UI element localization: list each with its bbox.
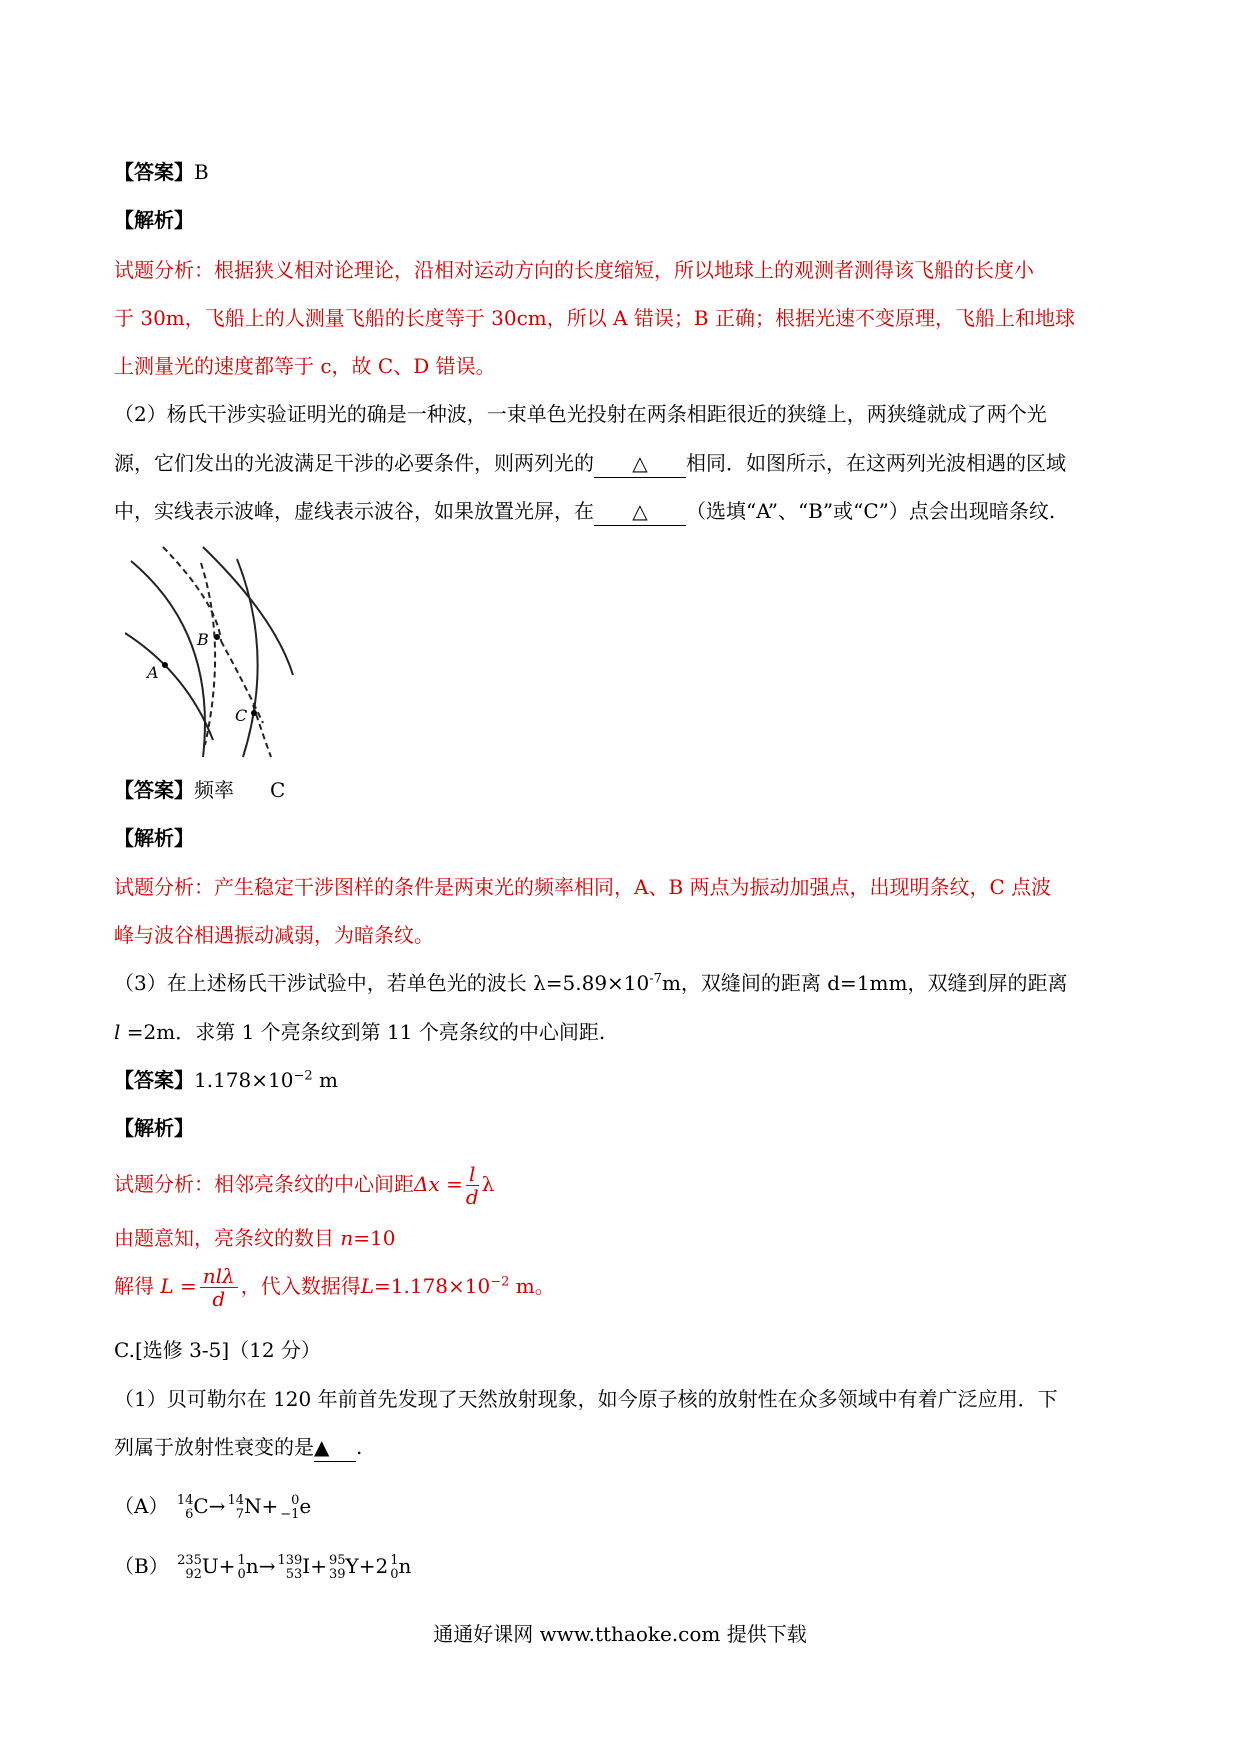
q3-line-2-rest: =2m．求第 1 个亮条纹到第 11 个亮条纹的中心间距.	[120, 1020, 606, 1044]
q1-analysis-line-1: 试题分析：根据狭义相对论理论，沿相对运动方向的长度缩短，所以地球上的观测者测得该飞船的长度小	[114, 258, 1034, 282]
answer-label: 【答案】	[114, 1068, 194, 1092]
answer-value-2: C	[270, 778, 286, 802]
q1-answer	[114, 158, 209, 186]
point-c-label: C	[235, 706, 248, 725]
fraction-denominator: d	[465, 1185, 479, 1209]
q2-line-3b: （选填“A”、“B”或“C”）点会出现暗条纹.	[686, 499, 1056, 523]
mass-number: 235	[177, 1552, 202, 1568]
plus-coefficient: +2	[358, 1554, 389, 1578]
q3-var-l: l	[114, 1020, 121, 1044]
var-L: L	[360, 1274, 374, 1298]
section-c-q1-line-1: （1）贝可勒尔在 120 年前首先发现了天然放射现象，如今原子核的放射性在众多领域中有着广泛应用．下	[114, 1387, 1058, 1411]
nuclide-neutron	[238, 1554, 246, 1582]
formula-lambda: λ	[481, 1172, 495, 1196]
q3-exponent: -7	[649, 971, 662, 987]
atomic-number: 6	[185, 1506, 194, 1522]
crest-line-4	[237, 559, 258, 757]
mass-number: 139	[277, 1552, 303, 1568]
fraction-l-over-d	[466, 1163, 479, 1208]
q2-answer	[114, 776, 285, 804]
crest-line-1	[131, 561, 205, 757]
element-symbol: U	[201, 1554, 219, 1578]
q1-analysis-line-2: 于 30m，飞船上的人测量飞船的长度等于 30cm，所以 A 错误；B 正确；根据光速不变原理，飞船上和地球	[114, 306, 1075, 330]
mass-number: 1	[390, 1552, 399, 1568]
element-symbol: N	[243, 1494, 262, 1518]
atomic-number: 7	[235, 1506, 244, 1522]
reaction-arrow: →	[208, 1494, 226, 1518]
q1-line-2-end: .	[356, 1435, 363, 1459]
fraction-numerator: l	[466, 1163, 479, 1186]
var-n: n	[340, 1226, 354, 1250]
formula-lhs: L =	[160, 1274, 197, 1298]
atomic-number: 0	[237, 1566, 246, 1582]
answer-unit: m	[312, 1068, 338, 1092]
element-symbol: e	[299, 1494, 312, 1518]
atomic-number: −1	[280, 1506, 300, 1522]
option-b-label: （B）	[114, 1554, 169, 1578]
solution-mid-text: ，代入数据得	[240, 1274, 361, 1298]
q2-analysis-line-2: 峰与波谷相遇振动减弱，为暗条纹。	[114, 923, 434, 947]
answer-label: 【答案】	[114, 778, 194, 802]
q3-line-1a: （3）在上述杨氏干涉试验中，若单色光的波长 λ=5.89×10	[114, 971, 650, 995]
fraction-nl-lambda-over-d	[200, 1265, 238, 1310]
point-a-label: A	[147, 663, 159, 682]
mass-number: 14	[227, 1492, 244, 1508]
formula-lhs: Δx =	[414, 1172, 463, 1196]
nuclide-n14	[227, 1494, 244, 1522]
q1-analysis-line-3: 上测量光的速度都等于 c，故 C、D 错误。	[114, 354, 496, 378]
nuclide-c14	[177, 1494, 194, 1522]
q3-solution-line-3	[114, 1260, 555, 1312]
element-symbol: n	[245, 1554, 259, 1578]
value-n: =10	[353, 1226, 396, 1250]
q2-line-3	[114, 497, 1055, 526]
q1-analysis-label: 【解析】	[114, 208, 194, 232]
section-c-q1-line-2	[114, 1433, 362, 1462]
answer-value: B	[194, 160, 209, 184]
answer-value: 1.178×10	[194, 1068, 294, 1092]
option-a-label: （A）	[114, 1494, 169, 1518]
q2-line-3a: 中，实线表示波峰，虚线表示波谷，如果放置光屏，在	[114, 499, 594, 523]
q3-solution-line-1	[114, 1158, 494, 1210]
fraction-numerator: nlλ	[200, 1265, 238, 1288]
mass-number: 14	[176, 1492, 194, 1508]
nuclide-i139	[277, 1554, 302, 1582]
value-L-exponent: −2	[490, 1274, 510, 1290]
point-b-dot	[214, 634, 220, 640]
mass-number: 95	[328, 1552, 346, 1568]
q2-analysis-line-1: 试题分析：产生稳定干涉图样的条件是两束光的频率相同，A、B 两点为振动加强点，出现明条纹，C 点波	[114, 875, 1052, 899]
value-L: =1.178×10	[374, 1274, 491, 1298]
point-c-dot	[251, 710, 257, 716]
q3-line-1b: m，双缝间的距离 d=1mm，双缝到屏的距离	[661, 971, 1068, 995]
q3-analysis-label: 【解析】	[114, 1116, 194, 1140]
element-symbol: C	[193, 1494, 209, 1518]
reaction-arrow: →	[258, 1554, 276, 1578]
mass-number: 1	[237, 1552, 246, 1568]
solution-text: 试题分析：相邻亮条纹的中心间距	[114, 1172, 414, 1196]
option-b	[114, 1548, 411, 1584]
element-symbol: n	[398, 1554, 412, 1578]
crest-line-2	[125, 633, 213, 740]
q3-solution-line-2	[114, 1224, 395, 1252]
q2-line-2	[114, 449, 1066, 478]
trough-line-1	[163, 547, 221, 641]
atomic-number: 53	[285, 1566, 303, 1582]
answer-label: 【答案】	[114, 160, 194, 184]
q2-line-2a: 源，它们发出的光波满足干涉的必要条件，则两列光的	[114, 451, 594, 475]
point-a-dot	[162, 662, 168, 668]
section-c-title: C.[选修 3-5]（12 分）	[114, 1338, 321, 1362]
nuclide-y95	[329, 1554, 346, 1582]
q1-line-2-text: 列属于放射性衰变的是	[114, 1435, 314, 1459]
q2-line-1: （2）杨氏干涉实验证明光的确是一种波，一束单色光投射在两条相距很近的狭缝上，两狭缝就成了两个光	[114, 402, 1047, 426]
option-a	[114, 1488, 311, 1524]
solution-text: 由题意知，亮条纹的数目	[114, 1226, 334, 1250]
value-L-unit: m。	[509, 1274, 555, 1298]
q2-analysis-label: 【解析】	[114, 826, 194, 850]
atomic-number: 0	[390, 1566, 399, 1582]
answer-blank-1: △	[594, 449, 686, 478]
answer-blank: ▲	[314, 1433, 356, 1462]
interference-figure	[125, 545, 305, 760]
plus-sign: +	[261, 1494, 279, 1518]
answer-blank-2: △	[594, 497, 686, 526]
crest-line-3	[203, 547, 293, 675]
plus-sign: +	[310, 1554, 327, 1578]
plus-sign: +	[218, 1554, 236, 1578]
page-footer: 通通好课网 www.tthaoke.com 提供下载	[433, 1622, 807, 1646]
q3-answer	[114, 1066, 338, 1094]
q3-line-1	[114, 969, 1067, 997]
fraction-denominator: d	[212, 1287, 226, 1311]
atomic-number: 39	[328, 1566, 346, 1582]
q3-line-2	[114, 1018, 605, 1046]
mass-number: 0	[291, 1492, 300, 1508]
q2-line-2b: 相同．如图所示，在这两列光波相遇的区域	[686, 451, 1066, 475]
nuclide-electron	[280, 1494, 299, 1522]
element-symbol: Y	[345, 1554, 359, 1578]
point-b-label: B	[197, 630, 209, 649]
solution-text: 解得	[114, 1274, 154, 1298]
nuclide-u235	[177, 1554, 202, 1582]
answer-exponent: −2	[293, 1068, 313, 1084]
element-symbol: I	[302, 1554, 311, 1578]
answer-value: 频率	[194, 778, 234, 802]
atomic-number: 92	[185, 1566, 202, 1582]
